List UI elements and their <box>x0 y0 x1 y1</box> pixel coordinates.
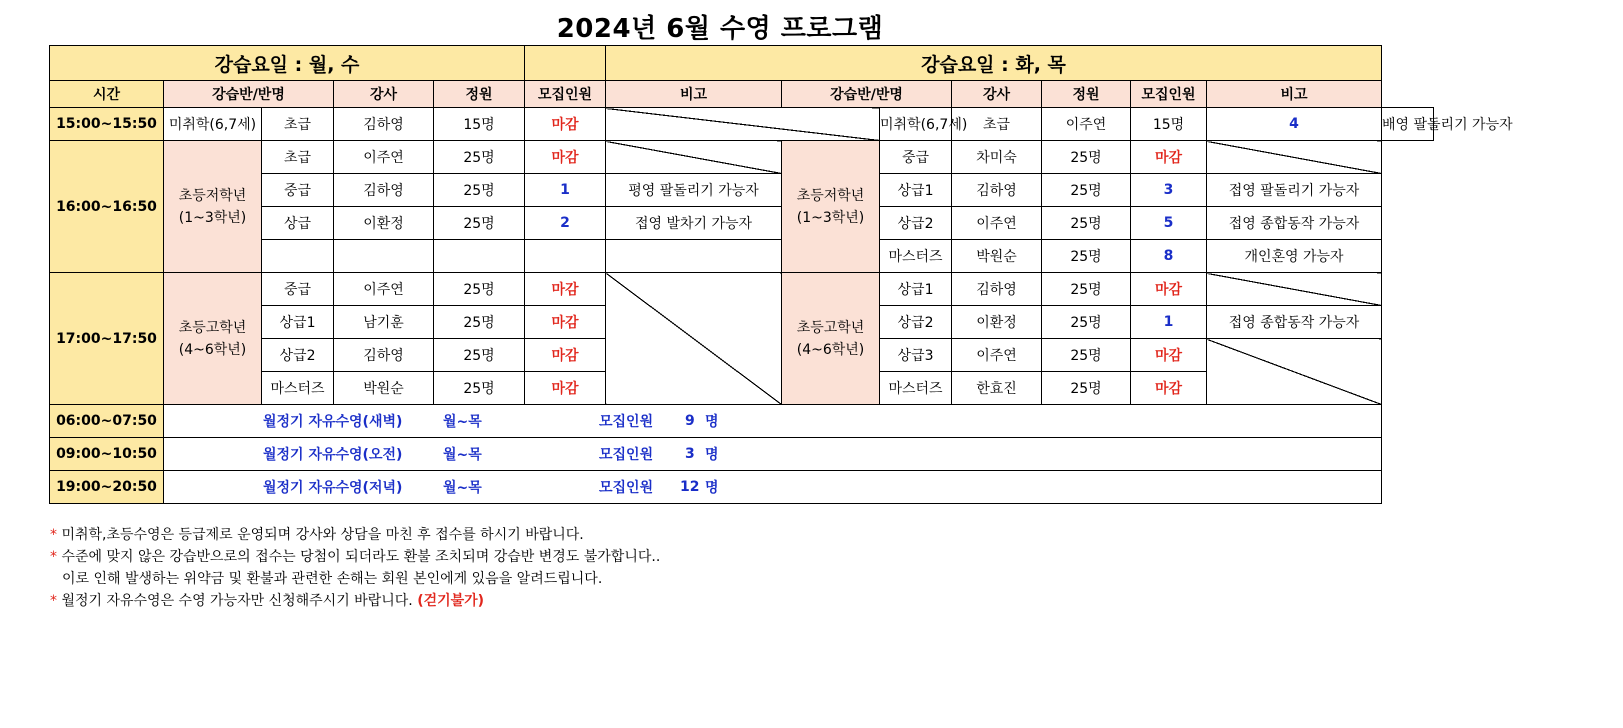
empty-note-slash <box>1207 273 1382 306</box>
teacher-cell: 남기훈 <box>334 306 434 339</box>
free-swim-name: 월정기 자유수영(새벽) <box>263 414 403 430</box>
note-cell: 접영 종합동작 가능자 <box>1207 207 1382 240</box>
level-cell: 상급3 <box>880 339 952 372</box>
recruit-cell: 마감 <box>525 141 606 174</box>
asterisk: * <box>50 593 57 609</box>
free-swim-unit: 명 <box>705 414 719 430</box>
note-cell: 개인혼영 가능자 <box>1207 240 1382 273</box>
free-swim-count: 3 <box>685 446 695 462</box>
teacher-cell: 김하영 <box>334 339 434 372</box>
empty-cell <box>525 240 606 273</box>
empty-cell <box>434 240 525 273</box>
teacher-cell: 이주연 <box>952 207 1042 240</box>
empty-cell <box>262 240 334 273</box>
level-cell: 마스터즈 <box>880 240 952 273</box>
level-cell: 마스터즈 <box>262 372 334 405</box>
recruit-cell: 1 <box>1131 306 1207 339</box>
teacher-cell: 이주연 <box>334 273 434 306</box>
recruit-cell: 마감 <box>525 273 606 306</box>
free-swim-label: 모집인원 <box>599 480 654 496</box>
asterisk: * <box>50 527 57 543</box>
days-mon-wed: 강습요일 : 월, 수 <box>50 46 525 81</box>
notes <box>50 524 660 612</box>
level-cell: 초급 <box>952 108 1042 141</box>
time-cell: 09:00~10:50 <box>50 438 164 471</box>
capacity-cell: 25명 <box>434 207 525 240</box>
empty-cell <box>334 240 434 273</box>
free-swim-row <box>164 471 1382 504</box>
free-swim-label: 모집인원 <box>599 447 654 463</box>
capacity-cell: 15명 <box>434 108 525 141</box>
capacity-cell: 15명 <box>1131 108 1207 141</box>
time-cell: 16:00~16:50 <box>50 141 164 273</box>
teacher-cell: 박원순 <box>334 372 434 405</box>
teacher-cell: 이환정 <box>952 306 1042 339</box>
free-swim-unit: 명 <box>705 480 719 496</box>
teacher-cell: 이주연 <box>1042 108 1131 141</box>
empty-note-slash <box>1207 141 1382 174</box>
capacity-cell: 25명 <box>1042 240 1131 273</box>
capacity-cell: 25명 <box>1042 174 1131 207</box>
free-swim-label: 모집인원 <box>599 414 654 430</box>
free-swim-count: 9 <box>685 413 695 429</box>
recruit-cell: 마감 <box>525 306 606 339</box>
note-text: 수준에 맞지 않은 강습반으로의 접수는 당첨이 되더라도 환불 조치되며 강습반 변경도 불가합니다.. <box>61 549 661 565</box>
teacher-cell: 김하영 <box>334 108 434 141</box>
header-capacity: 정원 <box>1042 81 1131 108</box>
note-text: 월정기 자유수영은 수영 가능자만 신청해주시기 바랍니다. <box>61 593 413 609</box>
note-cell: 접영 종합동작 가능자 <box>1207 306 1382 339</box>
recruit-cell: 마감 <box>525 372 606 405</box>
capacity-cell: 25명 <box>1042 207 1131 240</box>
header-recruit: 모집인원 <box>1131 81 1207 108</box>
recruit-cell: 마감 <box>1131 372 1207 405</box>
teacher-cell: 한효진 <box>952 372 1042 405</box>
level-cell: 상급2 <box>880 306 952 339</box>
header-capacity: 정원 <box>434 81 525 108</box>
level-cell: 중급 <box>262 273 334 306</box>
recruit-cell: 1 <box>525 174 606 207</box>
level-cell: 중급 <box>262 174 334 207</box>
header-note: 비고 <box>606 81 782 108</box>
group-cell: 초등저학년 (1~3학년) <box>782 141 880 273</box>
time-cell: 15:00~15:50 <box>50 108 164 141</box>
recruit-cell: 5 <box>1131 207 1207 240</box>
note-text: 이로 인해 발생하는 위약금 및 환불과 관련한 손해는 회원 본인에게 있음을 알려드립니다. <box>62 571 603 587</box>
free-swim-name: 월정기 자유수영(오전) <box>263 447 403 463</box>
header-teacher: 강사 <box>334 81 434 108</box>
capacity-cell: 25명 <box>1042 273 1131 306</box>
teacher-cell: 박원순 <box>952 240 1042 273</box>
empty-note-slash <box>1207 339 1382 405</box>
teacher-cell: 이주연 <box>952 339 1042 372</box>
note-line <box>50 524 660 546</box>
recruit-cell: 마감 <box>1131 339 1207 372</box>
header-recruit: 모집인원 <box>525 81 606 108</box>
recruit-cell: 3 <box>1131 174 1207 207</box>
group-cell: 초등고학년 (4~6학년) <box>782 273 880 405</box>
time-cell: 17:00~17:50 <box>50 273 164 405</box>
note-cell: 배영 팔돌리기 가능자 <box>1382 108 1434 141</box>
schedule-table <box>49 45 1513 504</box>
note-line <box>50 546 660 568</box>
capacity-cell: 25명 <box>1042 306 1131 339</box>
teacher-cell: 이환정 <box>334 207 434 240</box>
group-cell: 초등고학년 (4~6학년) <box>164 273 262 405</box>
recruit-cell: 마감 <box>525 339 606 372</box>
level-cell: 상급1 <box>880 273 952 306</box>
group-cell: 미취학(6,7세) <box>164 108 262 141</box>
level-cell: 초급 <box>262 108 334 141</box>
note-cell: 접영 팔돌리기 가능자 <box>1207 174 1382 207</box>
header-teacher: 강사 <box>952 81 1042 108</box>
capacity-cell: 25명 <box>1042 141 1131 174</box>
note-line <box>50 590 660 612</box>
level-cell: 상급 <box>262 207 334 240</box>
level-cell: 상급1 <box>262 306 334 339</box>
note-cell: 접영 발차기 가능자 <box>606 207 782 240</box>
empty-note-slash <box>606 108 880 141</box>
free-swim-row <box>164 438 1382 471</box>
empty-note-slash <box>606 273 782 405</box>
header-class: 강습반/반명 <box>782 81 952 108</box>
teacher-cell: 김하영 <box>952 273 1042 306</box>
recruit-cell: 2 <box>525 207 606 240</box>
level-cell: 상급2 <box>262 339 334 372</box>
level-cell: 중급 <box>880 141 952 174</box>
page-title: 2024년 6월 수영 프로그램 <box>556 14 884 44</box>
header-time: 시간 <box>50 81 164 108</box>
days-spacer <box>525 46 606 81</box>
recruit-cell: 4 <box>1207 108 1382 141</box>
empty-cell <box>606 240 782 273</box>
level-cell: 상급2 <box>880 207 952 240</box>
days-tue-thu: 강습요일 : 화, 목 <box>606 46 1382 81</box>
teacher-cell: 김하영 <box>952 174 1042 207</box>
group-cell: 미취학(6,7세) <box>880 108 952 141</box>
recruit-cell: 마감 <box>1131 273 1207 306</box>
empty-note-slash <box>606 141 782 174</box>
teacher-cell: 김하영 <box>334 174 434 207</box>
header-class: 강습반/반명 <box>164 81 334 108</box>
level-cell: 초급 <box>262 141 334 174</box>
capacity-cell: 25명 <box>434 372 525 405</box>
free-swim-days: 월~목 <box>443 447 482 463</box>
asterisk: * <box>50 549 57 565</box>
free-swim-days: 월~목 <box>443 414 482 430</box>
teacher-cell: 이주연 <box>334 141 434 174</box>
capacity-cell: 25명 <box>1042 372 1131 405</box>
teacher-cell: 차미숙 <box>952 141 1042 174</box>
capacity-cell: 25명 <box>434 141 525 174</box>
free-swim-count: 12 <box>680 479 700 495</box>
capacity-cell: 25명 <box>1042 339 1131 372</box>
capacity-cell: 25명 <box>434 174 525 207</box>
recruit-cell: 8 <box>1131 240 1207 273</box>
note-cell: 평영 팔돌리기 가능자 <box>606 174 782 207</box>
note-line <box>50 568 660 590</box>
recruit-cell: 마감 <box>525 108 606 141</box>
header-note: 비고 <box>1207 81 1382 108</box>
group-cell: 초등저학년 (1~3학년) <box>164 141 262 273</box>
free-swim-days: 월~목 <box>443 480 482 496</box>
free-swim-row <box>164 405 1382 438</box>
level-cell: 상급1 <box>880 174 952 207</box>
recruit-cell: 마감 <box>1131 141 1207 174</box>
capacity-cell: 25명 <box>434 273 525 306</box>
free-swim-name: 월정기 자유수영(저녁) <box>263 480 403 496</box>
time-cell: 06:00~07:50 <box>50 405 164 438</box>
free-swim-unit: 명 <box>705 447 719 463</box>
note-emphasis: (걷기불가) <box>417 593 485 609</box>
level-cell: 마스터즈 <box>880 372 952 405</box>
time-cell: 19:00~20:50 <box>50 471 164 504</box>
capacity-cell: 25명 <box>434 306 525 339</box>
capacity-cell: 25명 <box>434 339 525 372</box>
note-text: 미취학,초등수영은 등급제로 운영되며 강사와 상담을 마친 후 접수를 하시기 바랍니다. <box>61 527 584 543</box>
